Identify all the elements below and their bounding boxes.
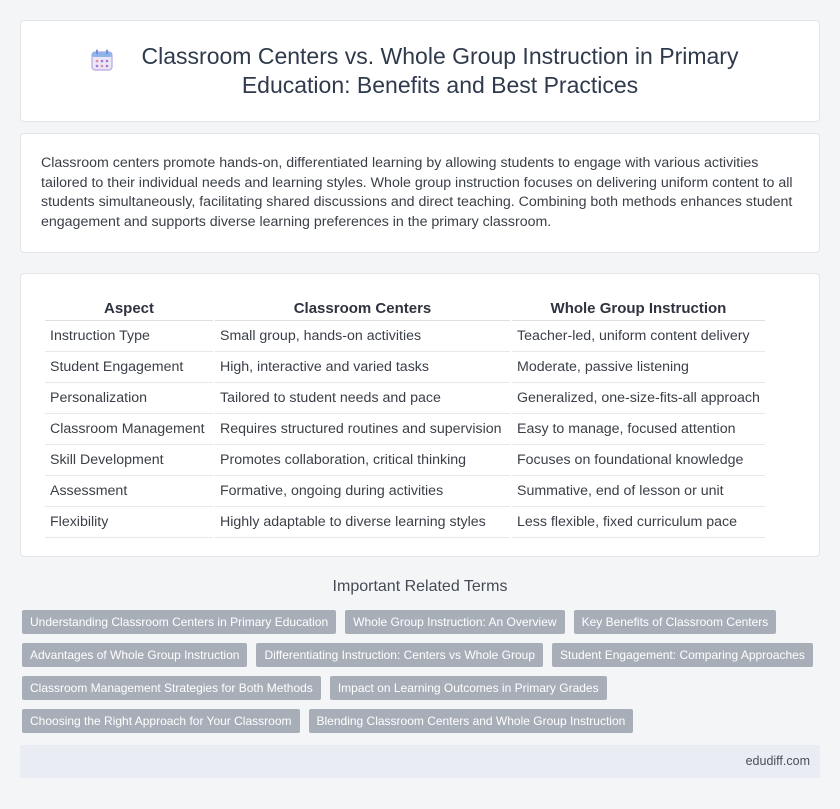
comparison-table: [43, 296, 767, 538]
header-card: [20, 20, 820, 122]
table-cell: Teacher-led, uniform content delivery: [512, 321, 765, 352]
table-row: [45, 321, 765, 352]
header-whole-group: Whole Group Instruction: [512, 296, 765, 321]
table-cell: Student Engagement: [45, 352, 213, 383]
related-term-tag[interactable]: Key Benefits of Classroom Centers: [574, 610, 777, 634]
table-cell: Classroom Management: [45, 414, 213, 445]
table-row: [45, 507, 765, 538]
related-term-tag[interactable]: Choosing the Right Approach for Your Classroom: [22, 709, 300, 733]
tag-row: [22, 709, 822, 733]
page-title: Classroom Centers vs. Whole Group Instruction in Primary Education: Benefits and Best Practices: [141, 43, 739, 98]
footer: [20, 745, 820, 778]
table-cell: Less flexible, fixed curriculum pace: [512, 507, 765, 538]
table-cell: Flexibility: [45, 507, 213, 538]
related-term-tag[interactable]: Advantages of Whole Group Instruction: [22, 643, 247, 667]
related-terms-list: [22, 610, 822, 742]
table-cell: High, interactive and varied tasks: [215, 352, 510, 383]
table-cell: Highly adaptable to diverse learning styles: [215, 507, 510, 538]
table-cell: Focuses on foundational knowledge: [512, 445, 765, 476]
related-term-tag[interactable]: Understanding Classroom Centers in Primary Education: [22, 610, 336, 634]
table-cell: Tailored to student needs and pace: [215, 383, 510, 414]
table-cell: Requires structured routines and supervision: [215, 414, 510, 445]
related-term-tag[interactable]: Impact on Learning Outcomes in Primary Grades: [330, 676, 607, 700]
table-cell: Skill Development: [45, 445, 213, 476]
table-header-row: [45, 296, 765, 321]
related-term-tag[interactable]: Differentiating Instruction: Centers vs Whole Group: [256, 643, 543, 667]
table-cell: Personalization: [45, 383, 213, 414]
header-aspect: Aspect: [45, 296, 213, 321]
tag-row: [22, 676, 822, 700]
related-terms-heading: Important Related Terms: [332, 578, 508, 595]
table-row: [45, 352, 765, 383]
footer-site-link[interactable]: edudiff.com: [745, 754, 810, 768]
summary-card: [20, 133, 820, 253]
table-row: [45, 476, 765, 507]
table-cell: Assessment: [45, 476, 213, 507]
table-cell: Promotes collaboration, critical thinking: [215, 445, 510, 476]
table-cell: Small group, hands-on activities: [215, 321, 510, 352]
table-cell: Easy to manage, focused attention: [512, 414, 765, 445]
summary-text: Classroom centers promote hands-on, differentiated learning by allowing students to engage with various activities tailored to their individual needs and learning styles. Whole group instruction focuses on delivering uniform content to all students simultaneously, facilitating shared discussions and direct teaching. Combining both methods enhances student engagement and supports diverse learning preferences in the primary classroom.: [41, 155, 793, 230]
related-term-tag[interactable]: Blending Classroom Centers and Whole Group Instruction: [309, 709, 634, 733]
table-row: [45, 414, 765, 445]
table-cell: Generalized, one-size-fits-all approach: [512, 383, 765, 414]
table-cell: Moderate, passive listening: [512, 352, 765, 383]
tag-row: [22, 610, 822, 634]
table-cell: Formative, ongoing during activities: [215, 476, 510, 507]
table-row: [45, 445, 765, 476]
tag-row: [22, 643, 822, 667]
table-row: [45, 383, 765, 414]
related-term-tag[interactable]: Whole Group Instruction: An Overview: [345, 610, 564, 634]
related-term-tag[interactable]: Classroom Management Strategies for Both Methods: [22, 676, 321, 700]
table-cell: Summative, end of lesson or unit: [512, 476, 765, 507]
related-term-tag[interactable]: Student Engagement: Comparing Approaches: [552, 643, 813, 667]
comparison-table-card: [20, 273, 820, 557]
header-classroom-centers: Classroom Centers: [215, 296, 510, 321]
table-cell: Instruction Type: [45, 321, 213, 352]
